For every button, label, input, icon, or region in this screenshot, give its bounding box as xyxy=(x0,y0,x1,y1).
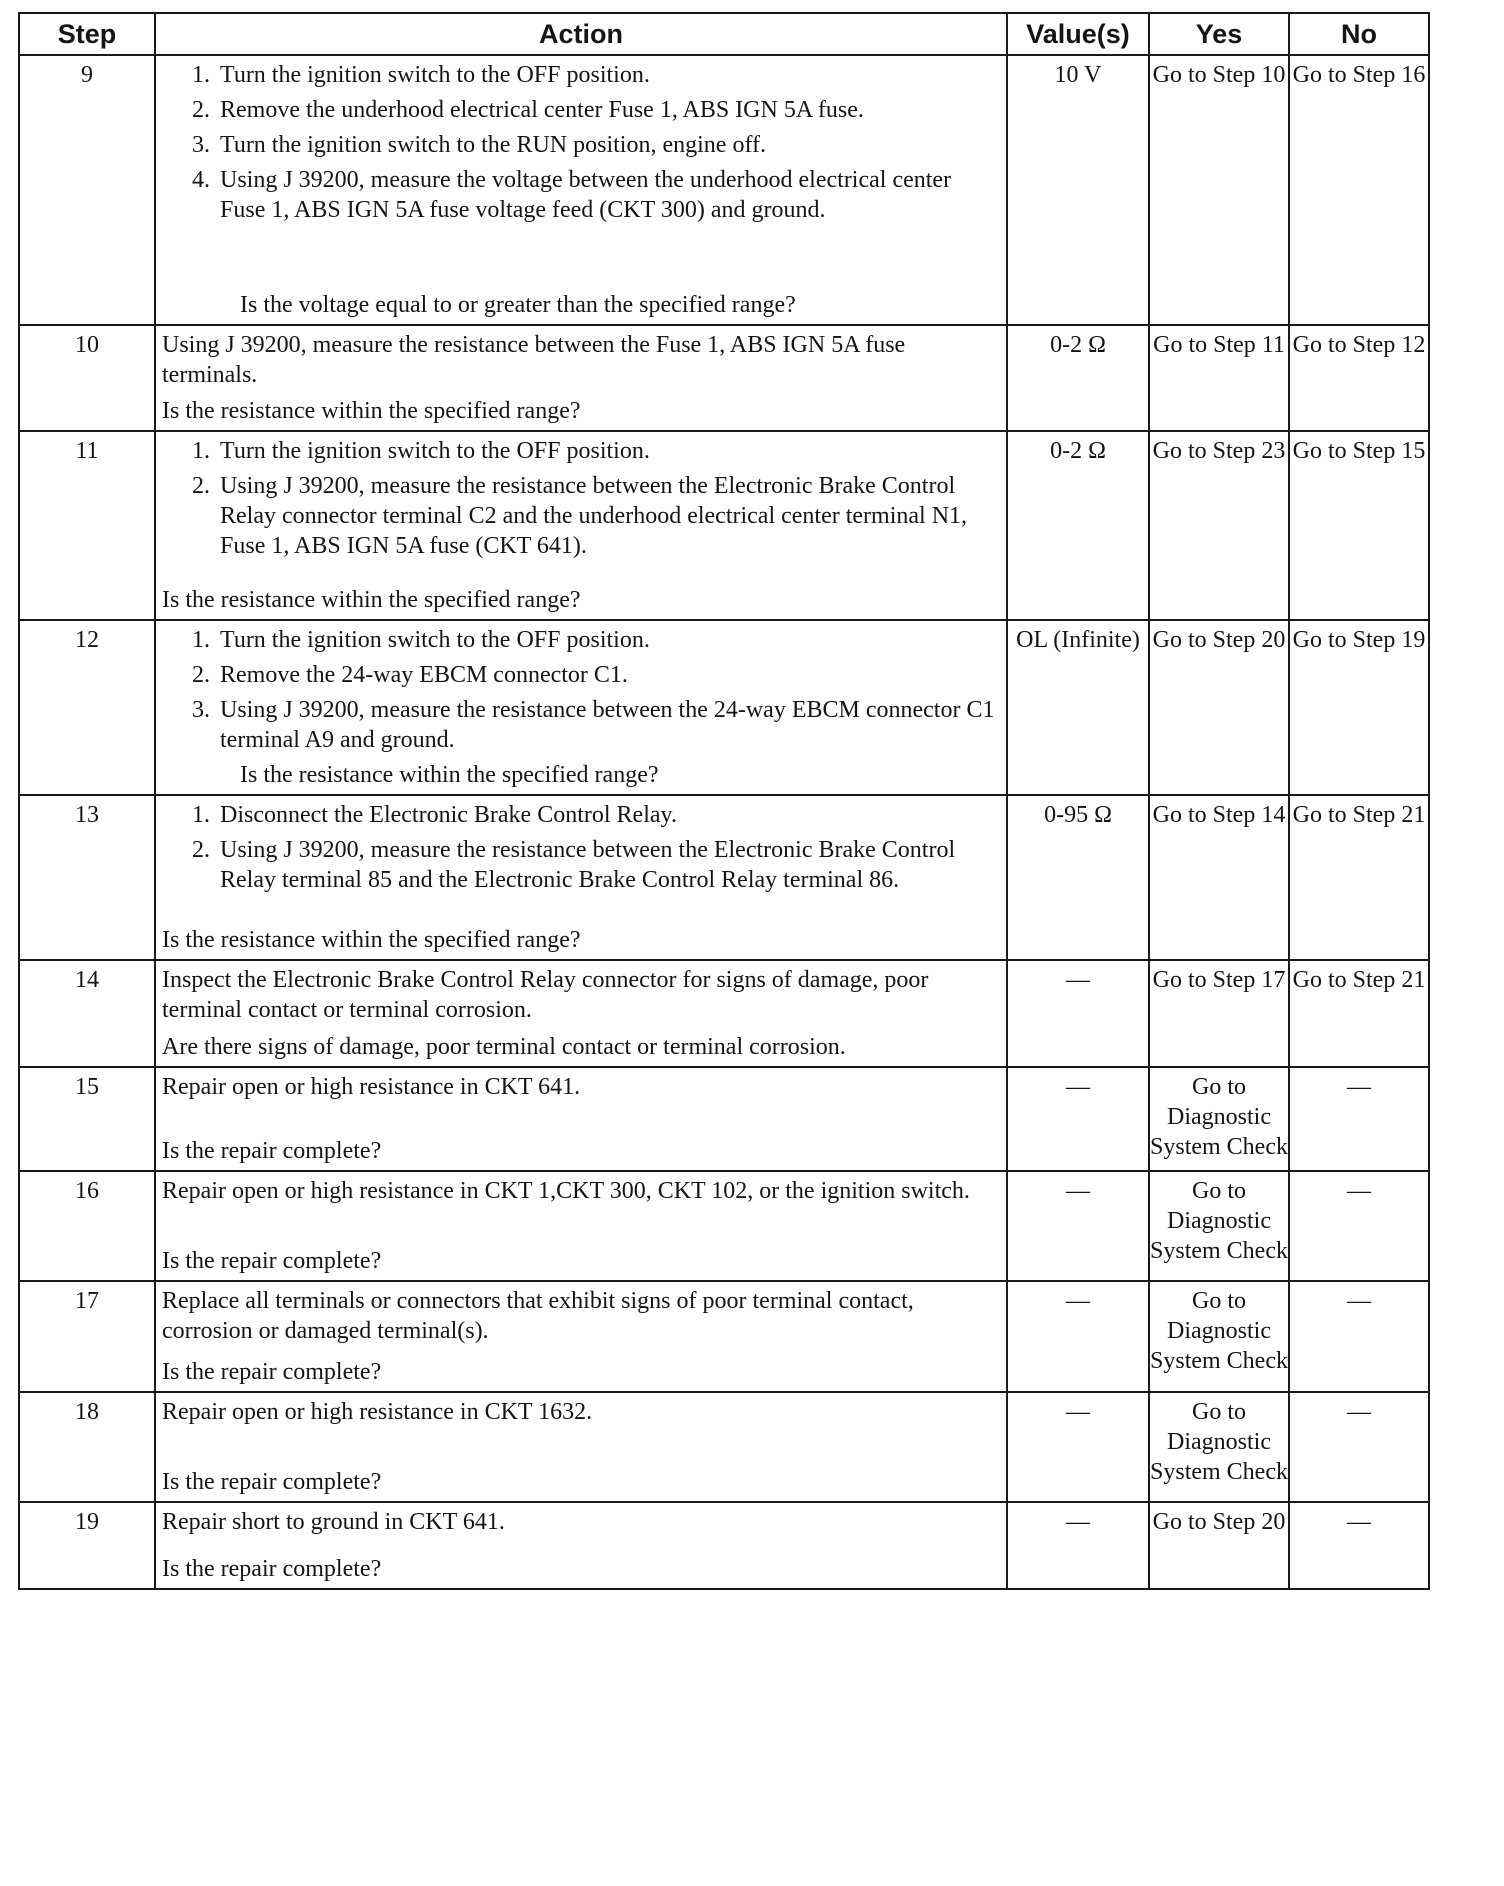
step-number: 13 xyxy=(19,795,155,960)
action-cell xyxy=(155,1171,1007,1281)
action-question: Is the repair complete? xyxy=(162,1248,382,1274)
action-step-item: 2. Remove the underhood electrical center Fuse 1, ABS IGN 5A fuse. xyxy=(216,95,996,125)
no-cell: Go to Step 19 xyxy=(1289,620,1429,795)
step-number: 15 xyxy=(19,1067,155,1171)
yes-cell: Go to Step 10 xyxy=(1149,55,1289,325)
step-number: 14 xyxy=(19,960,155,1067)
action-cell xyxy=(155,620,1007,795)
table-row xyxy=(19,325,1429,431)
value-cell: — xyxy=(1007,1171,1149,1281)
value-cell: — xyxy=(1007,1502,1149,1589)
action-step-item: 4. Using J 39200, measure the voltage between the underhood electrical center Fuse 1, ABS IGN 5A fuse voltage feed (CKT 300) and ground. xyxy=(216,165,996,225)
yes-cell: Go to Step 20 xyxy=(1149,620,1289,795)
no-cell: — xyxy=(1289,1502,1429,1589)
action-steps-list xyxy=(162,436,996,566)
step-number: 19 xyxy=(19,1502,155,1589)
action-question: Is the resistance within the specified range? xyxy=(162,587,581,613)
action-content xyxy=(162,60,996,320)
action-step-item: 3. Using J 39200, measure the resistance between the 24-way EBCM connector C1 terminal A9 and ground. xyxy=(216,695,996,755)
value-cell: — xyxy=(1007,960,1149,1067)
action-text: Repair open or high resistance in CKT 641. xyxy=(162,1074,581,1100)
action-content xyxy=(162,625,996,790)
header-action: Action xyxy=(155,13,1007,55)
action-content xyxy=(162,1397,996,1497)
action-step-item: 2. Remove the 24-way EBCM connector C1. xyxy=(216,660,996,690)
action-content xyxy=(162,436,996,615)
table-row xyxy=(19,1392,1429,1502)
value-cell: — xyxy=(1007,1281,1149,1392)
header-values: Value(s) xyxy=(1007,13,1149,55)
table-row xyxy=(19,431,1429,620)
table-row xyxy=(19,1281,1429,1392)
action-steps-list xyxy=(162,60,996,230)
step-number: 16 xyxy=(19,1171,155,1281)
yes-cell: Go to Step 23 xyxy=(1149,431,1289,620)
action-cell xyxy=(155,1281,1007,1392)
action-step-item: 1. Turn the ignition switch to the OFF position. xyxy=(216,625,996,655)
step-number: 18 xyxy=(19,1392,155,1502)
step-number: 11 xyxy=(19,431,155,620)
table-row xyxy=(19,620,1429,795)
step-number: 12 xyxy=(19,620,155,795)
header-no: No xyxy=(1289,13,1429,55)
action-content xyxy=(162,800,996,955)
action-question: Are there signs of damage, poor terminal contact or terminal corrosion. xyxy=(162,1034,846,1060)
value-cell: — xyxy=(1007,1067,1149,1171)
yes-cell: Go to Step 20 xyxy=(1149,1502,1289,1589)
yes-cell: Go to Step 11 xyxy=(1149,325,1289,431)
action-question: Is the repair complete? xyxy=(162,1469,382,1495)
action-step-item: 1. Turn the ignition switch to the OFF position. xyxy=(216,436,996,466)
header-yes: Yes xyxy=(1149,13,1289,55)
action-content xyxy=(162,1072,996,1166)
action-question: Is the voltage equal to or greater than the specified range? xyxy=(240,292,796,318)
diagnostic-table xyxy=(18,12,1430,1590)
no-cell: — xyxy=(1289,1281,1429,1392)
action-content xyxy=(162,1507,996,1584)
action-cell xyxy=(155,431,1007,620)
action-question: Is the repair complete? xyxy=(162,1556,382,1582)
step-number: 10 xyxy=(19,325,155,431)
no-cell: Go to Step 21 xyxy=(1289,795,1429,960)
value-cell: 0-95 Ω xyxy=(1007,795,1149,960)
table-row xyxy=(19,1502,1429,1589)
action-text: Inspect the Electronic Brake Control Relay connector for signs of damage, poor terminal contact or terminal corrosion. xyxy=(162,967,929,1023)
action-question: Is the resistance within the specified range? xyxy=(162,927,581,953)
action-text: Replace all terminals or connectors that exhibit signs of poor terminal contact, corrosion or damaged terminal(s). xyxy=(162,1288,914,1344)
value-cell: 0-2 Ω xyxy=(1007,325,1149,431)
no-cell: Go to Step 21 xyxy=(1289,960,1429,1067)
action-cell xyxy=(155,795,1007,960)
action-step-item: 1. Disconnect the Electronic Brake Control Relay. xyxy=(216,800,996,830)
step-number: 17 xyxy=(19,1281,155,1392)
table-row xyxy=(19,1171,1429,1281)
table-row xyxy=(19,795,1429,960)
action-cell xyxy=(155,1392,1007,1502)
action-content xyxy=(162,1176,996,1276)
action-content xyxy=(162,1286,996,1387)
action-content xyxy=(162,330,996,426)
step-number: 9 xyxy=(19,55,155,325)
action-step-item: 2. Using J 39200, measure the resistance between the Electronic Brake Control Relay connector terminal C2 and the underhood electrical center terminal N1, Fuse 1, ABS IGN 5A fuse (CKT 641). xyxy=(216,471,996,561)
action-step-item: 1. Turn the ignition switch to the OFF position. xyxy=(216,60,996,90)
action-steps-list xyxy=(162,625,996,760)
action-cell xyxy=(155,325,1007,431)
yes-cell: Go to Diagnostic System Check xyxy=(1149,1067,1289,1171)
action-question: Is the repair complete? xyxy=(162,1138,382,1164)
value-cell: OL (Infinite) xyxy=(1007,620,1149,795)
action-steps-list xyxy=(162,800,996,900)
action-question: Is the resistance within the specified range? xyxy=(162,398,581,424)
action-cell xyxy=(155,1502,1007,1589)
no-cell: — xyxy=(1289,1392,1429,1502)
action-text: Repair open or high resistance in CKT 1,CKT 300, CKT 102, or the ignition switch. xyxy=(162,1178,970,1204)
action-cell xyxy=(155,960,1007,1067)
no-cell: — xyxy=(1289,1171,1429,1281)
no-cell: — xyxy=(1289,1067,1429,1171)
value-cell: 0-2 Ω xyxy=(1007,431,1149,620)
action-cell xyxy=(155,1067,1007,1171)
action-question: Is the resistance within the specified range? xyxy=(240,762,659,788)
action-cell xyxy=(155,55,1007,325)
yes-cell: Go to Diagnostic System Check xyxy=(1149,1392,1289,1502)
no-cell: Go to Step 12 xyxy=(1289,325,1429,431)
action-question: Is the repair complete? xyxy=(162,1359,382,1385)
yes-cell: Go to Step 14 xyxy=(1149,795,1289,960)
action-content xyxy=(162,965,996,1062)
yes-cell: Go to Diagnostic System Check xyxy=(1149,1281,1289,1392)
no-cell: Go to Step 15 xyxy=(1289,431,1429,620)
table-row xyxy=(19,1067,1429,1171)
no-cell: Go to Step 16 xyxy=(1289,55,1429,325)
value-cell: 10 V xyxy=(1007,55,1149,325)
table-row xyxy=(19,960,1429,1067)
value-cell: — xyxy=(1007,1392,1149,1502)
yes-cell: Go to Step 17 xyxy=(1149,960,1289,1067)
action-text: Repair short to ground in CKT 641. xyxy=(162,1509,505,1535)
header-row xyxy=(19,13,1429,55)
header-step: Step xyxy=(19,13,155,55)
table-row xyxy=(19,55,1429,325)
action-text: Using J 39200, measure the resistance between the Fuse 1, ABS IGN 5A fuse terminals. xyxy=(162,332,906,388)
action-text: Repair open or high resistance in CKT 1632. xyxy=(162,1399,593,1425)
action-step-item: 3. Turn the ignition switch to the RUN position, engine off. xyxy=(216,130,996,160)
action-step-item: 2. Using J 39200, measure the resistance between the Electronic Brake Control Relay terminal 85 and the Electronic Brake Control Relay terminal 86. xyxy=(216,835,996,895)
yes-cell: Go to Diagnostic System Check xyxy=(1149,1171,1289,1281)
